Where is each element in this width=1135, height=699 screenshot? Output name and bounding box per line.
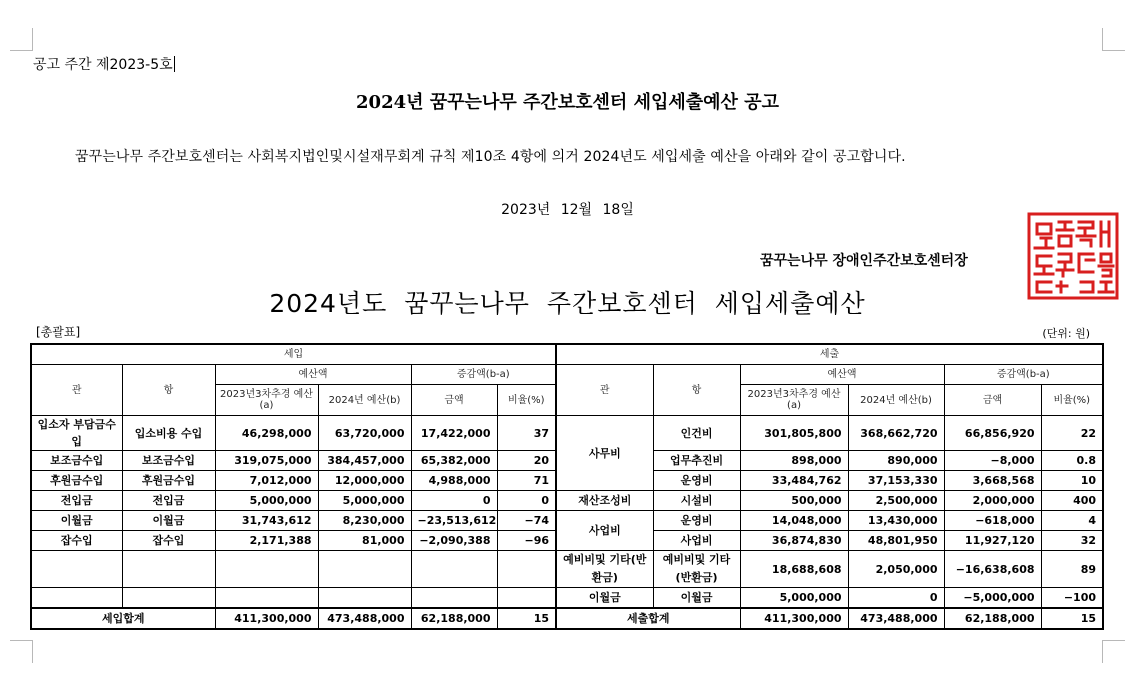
expense-diff: 3,668,568 <box>944 471 1041 491</box>
income-hang: 입소비용 수입 <box>122 416 215 451</box>
page-corner-mark <box>1102 28 1125 51</box>
income-diff: −2,090,388 <box>411 531 497 551</box>
income-cur: 12,000,000 <box>318 471 411 491</box>
income-gwan: 입소자 부담금수입 <box>31 416 122 451</box>
income-diff: 4,988,000 <box>411 471 497 491</box>
income-ratio: 20 <box>497 451 556 471</box>
income-total-diff: 62,188,000 <box>411 608 497 629</box>
income-prev: 5,000,000 <box>215 491 318 511</box>
expense-total-label: 세출합계 <box>556 608 740 629</box>
expense-diff: −618,000 <box>944 511 1041 531</box>
income-total-cur: 473,488,000 <box>318 608 411 629</box>
income-cur: 8,230,000 <box>318 511 411 531</box>
expense-diff: 2,000,000 <box>944 491 1041 511</box>
expense-hang: 시설비 <box>653 491 740 511</box>
table-row <box>31 588 1103 609</box>
table-row <box>31 551 1103 588</box>
expense-cur: 890,000 <box>848 451 944 471</box>
page-corner-mark <box>1102 640 1125 663</box>
col-budget-header: 예산액 <box>740 365 944 385</box>
expense-gwan: 이월금 <box>556 588 653 609</box>
expense-cur: 13,430,000 <box>848 511 944 531</box>
table-row <box>31 416 1103 451</box>
expense-gwan: 재산조성비 <box>556 491 653 511</box>
income-header: 세입 <box>31 344 556 365</box>
expense-hang: 사업비 <box>653 531 740 551</box>
expense-cur: 37,153,330 <box>848 471 944 491</box>
expense-ratio: 22 <box>1041 416 1103 451</box>
income-total-label: 세입합계 <box>31 608 215 629</box>
income-prev: 7,012,000 <box>215 471 318 491</box>
col-amount-header: 금액 <box>411 385 497 416</box>
income-gwan: 잡수입 <box>31 531 122 551</box>
expense-ratio: 10 <box>1041 471 1103 491</box>
expense-diff: −16,638,608 <box>944 551 1041 588</box>
col-budget-header: 예산액 <box>215 365 411 385</box>
budget-title: 2024년도 꿈꾸는나무 주간보호센터 세입세출예산 <box>269 289 866 318</box>
expense-hang: 업무추진비 <box>653 451 740 471</box>
col-gwan-header: 관 <box>31 365 122 416</box>
page-corner-mark <box>10 28 33 51</box>
income-gwan: 전입금 <box>31 491 122 511</box>
income-hang: 보조금수입 <box>122 451 215 471</box>
empty-cell <box>122 551 215 588</box>
income-diff: 17,422,000 <box>411 416 497 451</box>
income-gwan: 보조금수입 <box>31 451 122 471</box>
empty-cell <box>122 588 215 609</box>
empty-cell <box>497 551 556 588</box>
income-prev: 319,075,000 <box>215 451 318 471</box>
expense-hang: 예비비및 기타(반환금) <box>653 551 740 588</box>
expense-header: 세출 <box>556 344 1103 365</box>
income-prev: 2,171,388 <box>215 531 318 551</box>
col-new-budget-header: 2024년 예산(b) <box>318 385 411 416</box>
total-row <box>31 608 1103 629</box>
expense-prev: 898,000 <box>740 451 848 471</box>
empty-cell <box>215 588 318 609</box>
expense-diff: 66,856,920 <box>944 416 1041 451</box>
empty-cell <box>411 551 497 588</box>
income-diff: 65,382,000 <box>411 451 497 471</box>
expense-prev: 500,000 <box>740 491 848 511</box>
expense-cur: 0 <box>848 588 944 609</box>
expense-diff: 11,927,120 <box>944 531 1041 551</box>
expense-prev: 33,484,762 <box>740 471 848 491</box>
expense-gwan: 예비비및 기타(반환금) <box>556 551 653 588</box>
expense-ratio: 0.8 <box>1041 451 1103 471</box>
notice-date: 2023년 12월 18일 <box>501 202 634 218</box>
empty-cell <box>318 551 411 588</box>
col-amount-header: 금액 <box>944 385 1041 416</box>
organization-name: 꿈꾸는나무 장애인주간보호센터장 <box>760 253 968 269</box>
expense-total-diff: 62,188,000 <box>944 608 1041 629</box>
page-title: 2024년 꿈꾸는나무 주간보호센터 세입세출예산 공고 <box>356 92 779 113</box>
income-hang: 잡수입 <box>122 531 215 551</box>
income-prev: 31,743,612 <box>215 511 318 531</box>
notice-number[interactable] <box>33 54 175 74</box>
col-ratio-header: 비율(%) <box>497 385 556 416</box>
notice-number-text: 공고 주간 제2023-5호 <box>33 57 173 73</box>
expense-total-ratio: 15 <box>1041 608 1103 629</box>
empty-cell <box>318 588 411 609</box>
summary-label: [총괄표] <box>36 325 81 339</box>
income-cur: 5,000,000 <box>318 491 411 511</box>
text-cursor <box>174 56 175 72</box>
unit-label: (단위: 원) <box>1042 327 1090 340</box>
empty-cell <box>497 588 556 609</box>
expense-diff: −5,000,000 <box>944 588 1041 609</box>
expense-hang: 운영비 <box>653 511 740 531</box>
income-ratio: −96 <box>497 531 556 551</box>
col-hang-header: 항 <box>653 365 740 416</box>
expense-ratio: 400 <box>1041 491 1103 511</box>
expense-ratio: 4 <box>1041 511 1103 531</box>
notice-body: 꿈꾸는나무 주간보호센터는 사회복지법인및시설재무회계 규칙 제10조 4항에 의거 2024년도 세입세출 예산을 아래와 같이 공고합니다. <box>75 149 906 165</box>
income-hang: 후원금수입 <box>122 471 215 491</box>
income-cur: 384,457,000 <box>318 451 411 471</box>
expense-prev: 5,000,000 <box>740 588 848 609</box>
income-diff: −23,513,612 <box>411 511 497 531</box>
budget-table <box>30 343 1104 630</box>
expense-ratio: 89 <box>1041 551 1103 588</box>
expense-cur: 2,500,000 <box>848 491 944 511</box>
table-row <box>31 491 1103 511</box>
income-prev: 46,298,000 <box>215 416 318 451</box>
expense-hang: 이월금 <box>653 588 740 609</box>
col-hang-header: 항 <box>122 365 215 416</box>
table-row <box>31 511 1103 531</box>
income-ratio: 0 <box>497 491 556 511</box>
expense-cur: 368,662,720 <box>848 416 944 451</box>
col-change-header: 증감액(b-a) <box>944 365 1103 385</box>
empty-cell <box>215 551 318 588</box>
col-gwan-header: 관 <box>556 365 653 416</box>
income-gwan: 후원금수입 <box>31 471 122 491</box>
income-diff: 0 <box>411 491 497 511</box>
expense-prev: 18,688,608 <box>740 551 848 588</box>
expense-hang: 인건비 <box>653 416 740 451</box>
expense-hang: 운영비 <box>653 471 740 491</box>
expense-gwan: 사무비 <box>556 416 653 491</box>
income-hang: 이월금 <box>122 511 215 531</box>
expense-prev: 36,874,830 <box>740 531 848 551</box>
page-corner-mark <box>10 640 33 663</box>
expense-prev: 301,805,800 <box>740 416 848 451</box>
empty-cell <box>31 551 122 588</box>
empty-cell <box>411 588 497 609</box>
col-ratio-header: 비율(%) <box>1041 385 1103 416</box>
expense-total-cur: 473,488,000 <box>848 608 944 629</box>
expense-total-prev: 411,300,000 <box>740 608 848 629</box>
expense-prev: 14,048,000 <box>740 511 848 531</box>
income-ratio: −74 <box>497 511 556 531</box>
income-total-ratio: 15 <box>497 608 556 629</box>
col-change-header: 증감액(b-a) <box>411 365 556 385</box>
income-total-prev: 411,300,000 <box>215 608 318 629</box>
expense-diff: −8,000 <box>944 451 1041 471</box>
col-prev-budget-header: 2023년3차추경 예산(a) <box>215 385 318 416</box>
expense-cur: 2,050,000 <box>848 551 944 588</box>
income-ratio: 37 <box>497 416 556 451</box>
col-prev-budget-header: 2023년3차추경 예산(a) <box>740 385 848 416</box>
income-ratio: 71 <box>497 471 556 491</box>
expense-gwan: 사업비 <box>556 511 653 551</box>
expense-ratio: −100 <box>1041 588 1103 609</box>
income-hang: 전입금 <box>122 491 215 511</box>
expense-ratio: 32 <box>1041 531 1103 551</box>
empty-cell <box>31 588 122 609</box>
income-gwan: 이월금 <box>31 511 122 531</box>
income-cur: 63,720,000 <box>318 416 411 451</box>
income-cur: 81,000 <box>318 531 411 551</box>
expense-cur: 48,801,950 <box>848 531 944 551</box>
col-new-budget-header: 2024년 예산(b) <box>848 385 944 416</box>
